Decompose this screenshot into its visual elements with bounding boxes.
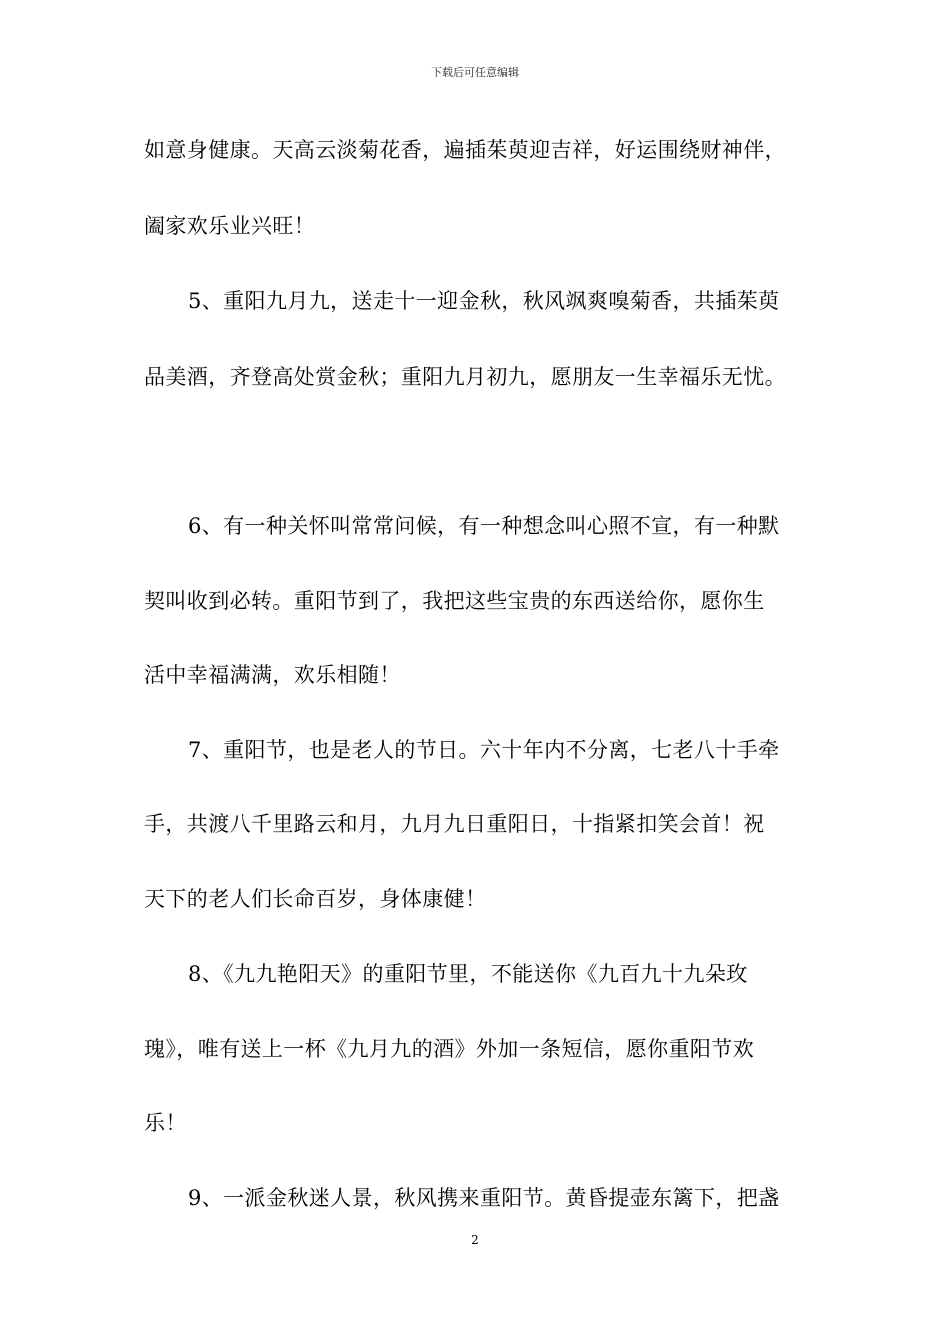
text-line: 如意身健康。天高云淡菊花香，遍插茱萸迎吉祥，好运围绕财神伴， <box>144 138 786 162</box>
text-line: 阖家欢乐业兴旺！ <box>144 214 316 238</box>
text-line: 5、重阳九月九，送走十一迎金秋，秋风飒爽嗅菊香，共插茱萸 <box>188 289 780 313</box>
text-line: 8、《九九艳阳天》的重阳节里，不能送你《九百九十九朵玫 <box>188 962 748 986</box>
text-line: 手，共渡八千里路云和月，九月九日重阳日，十指紧扣笑会首！祝 <box>144 812 765 836</box>
text-line: 天下的老人们长命百岁，身体康健！ <box>144 887 487 911</box>
text-line: 9、一派金秋迷人景，秋风携来重阳节。黄昏提壶东篱下，把盏 <box>188 1186 780 1210</box>
text-line: 6、有一种关怀叫常常问候，有一种想念叫心照不宣，有一种默 <box>188 514 780 538</box>
text-line: 乐！ <box>144 1111 187 1135</box>
text-line: 瑰》，唯有送上一杯《九月九的酒》外加一条短信，愿你重阳节欢 <box>144 1037 755 1061</box>
page-number: 2 <box>471 1233 479 1247</box>
text-line: 契叫收到必转。重阳节到了，我把这些宝贵的东西送给你，愿你生 <box>144 589 765 613</box>
text-line: 活中幸福满满，欢乐相随！ <box>144 663 401 687</box>
text-line: 品美酒，齐登高处赏金秋；重阳九月初九，愿朋友一生幸福乐无忧。 <box>144 365 786 389</box>
page-header: 下载后可任意编辑 <box>431 66 519 79</box>
text-line: 7、重阳节，也是老人的节日。六十年内不分离，七老八十手牵 <box>188 738 780 762</box>
